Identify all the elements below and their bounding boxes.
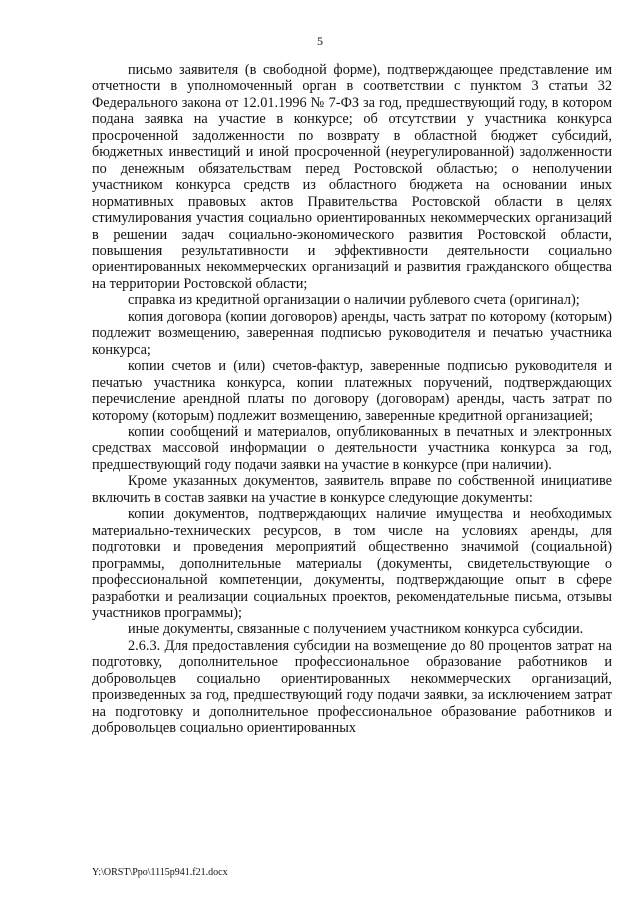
paragraph: копия договора (копии договоров) аренды, часть затрат по которому (которым) подлежит возмещению, заверенная подписью руководителя и печатью участника конкурса; <box>92 308 612 358</box>
body-text <box>92 62 612 737</box>
paragraph: 2.6.3. Для предоставления субсидии на возмещение до 80 процентов затрат на подготовку, дополнительное профессиональное образование работников и добровольцев социально ориентированных некоммерческих организаций, произведенных за год, предшествующий году подачи заявки, за исключением затрат на подготовку и дополнительное профессиональное образование работников и добровольцев социально ориентированных <box>92 637 612 737</box>
paragraph: иные документы, связанные с получением участником конкурса субсидии. <box>128 621 584 638</box>
paragraph: справка из кредитной организации о наличии рублевого счета (оригинал); <box>128 292 580 309</box>
paragraph: Кроме указанных документов, заявитель вправе по собственной инициативе включить в состав заявки на участие в конкурсе следующие документы: <box>92 473 612 506</box>
page-number: 5 <box>317 34 323 48</box>
paragraph: копии документов, подтверждающих наличие имущества и необходимых материально-технических ресурсов, в том числе на условиях аренды, для подготовки и проведения мероприятий общественно значимой (социальной) программы, дополнительные материалы (документы, свидетельствующие о профессиональной компетенции, документы, подтверждающие опыт в сфере разработки и реализации социальных проектов, рекомендательные письма, отзывы участников программы); <box>92 506 612 621</box>
paragraph: копии счетов и (или) счетов-фактур, заверенные подписью руководителя и печатью участника конкурса, копии платежных поручений, подтверждающих перечисление арендной платы по договору (договорам) аренды, часть затрат по которому (которым) подлежит возмещению, заверенные кредитной организацией; <box>92 358 612 424</box>
paragraph: копии сообщений и материалов, опубликованных в печатных и электронных средствах массовой информации о деятельности участника конкурса за год, предшествующий году подачи заявки на участие в конкурсе (при наличии). <box>92 423 612 473</box>
paragraph: письмо заявителя (в свободной форме), подтверждающее представление им отчетности в уполномоченный орган в соответствии с пунктом 3 статьи 32 Федерального закона от 12.01.1996 № 7-ФЗ за год, предшествующий году, в котором подана заявка на участие в конкурсе; об отсутствии у участника конкурса просроченной задолженности по возврату в областной бюджет субсидий, бюджетных инвестиций и иной просроченной (неурегулированной) задолженности по денежным обязательствам перед Ростовской областью; о неполучении участником конкурса средств из областного бюджета на основании иных нормативных правовых актов Правительства Ростовской области в целях стимулирования участия социально ориентированных некоммерческих организаций в решении задач социально-экономического развития Ростовской области, повышения результативности и эффективности деятельности социально ориентированных некоммерческих организаций и развития гражданского общества на территории Ростовской области; <box>92 62 612 292</box>
file-path-footer: Y:\ORST\Ppo\1115p941.f21.docx <box>92 867 228 878</box>
